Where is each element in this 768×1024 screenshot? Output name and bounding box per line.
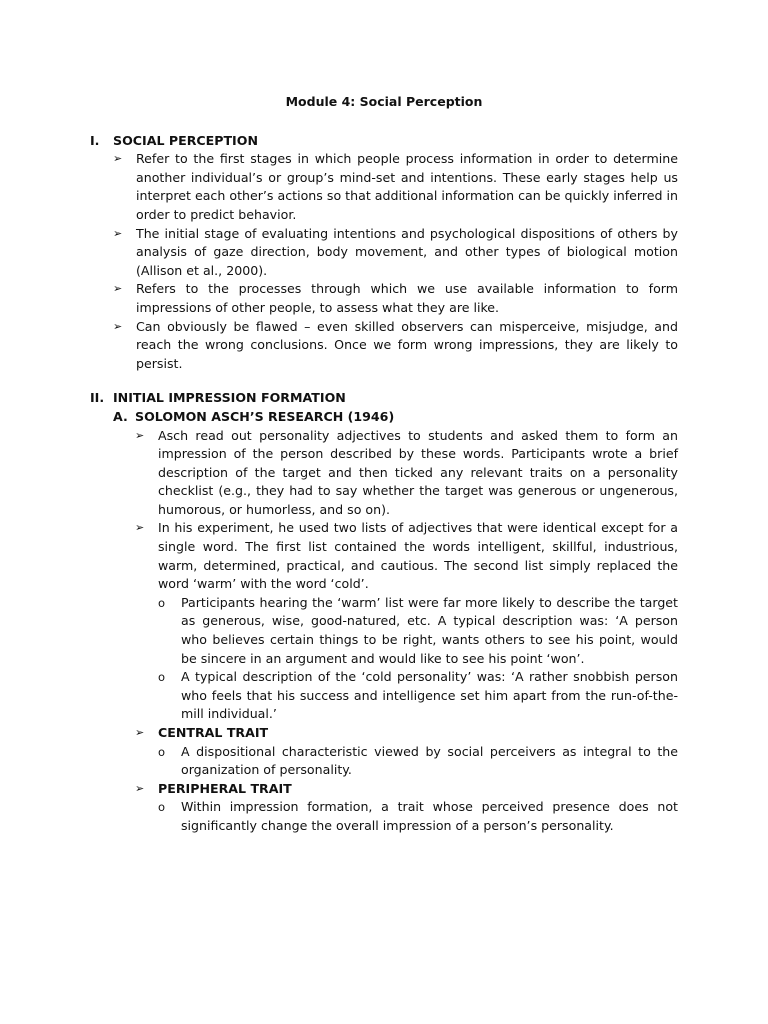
subsection-heading: [113, 408, 678, 427]
arrow-bullet-icon: ➢: [135, 521, 145, 535]
arrow-bullet-icon: ➢: [113, 282, 123, 296]
list-item-text: Asch read out personality adjectives to students and asked them to form an impression of the person described by these words. Participants wrote a brief description of the target and then ticked any relevant traits on a personality checklist (e.g., they had to say whether the target was generous or ungenerous, humorous, or humorless, and so on).: [158, 427, 678, 517]
list-item: [158, 743, 678, 780]
subsection-title: SOLOMON ASCH’S RESEARCH (1946): [135, 408, 395, 424]
bullet-list: [135, 724, 678, 743]
bullet-list: [113, 150, 678, 373]
central-trait-definition: A dispositional characteristic viewed by social perceivers as integral to the organization of personality.: [181, 743, 678, 778]
list-item: [113, 225, 678, 281]
section-social-perception: [90, 132, 678, 374]
section-title: SOCIAL PERCEPTION: [113, 132, 258, 148]
list-item-text: The initial stage of evaluating intentions and psychological dispositions of others by analysis of gaze direction, body movement, and other types of biological motion (Allison et al., 2000).: [136, 225, 678, 278]
section-title: INITIAL IMPRESSION FORMATION: [113, 390, 346, 406]
list-item: [135, 427, 678, 520]
arrow-bullet-icon: ➢: [113, 152, 123, 166]
section-heading: [90, 389, 678, 408]
list-item: [113, 150, 678, 224]
list-item: [113, 318, 678, 374]
central-trait-label: CENTRAL TRAIT: [158, 725, 269, 740]
circle-bullet-icon: o: [158, 800, 166, 815]
list-item: [135, 780, 678, 799]
arrow-bullet-icon: ➢: [135, 726, 145, 739]
list-item: [113, 280, 678, 317]
peripheral-trait-label: PERIPHERAL TRAIT: [158, 780, 292, 796]
section-initial-impression-formation: [90, 389, 678, 835]
list-item-text: Participants hearing the ‘warm’ list were far more likely to describe the target as generous, wise, good-natured, etc. A typical description was: ‘A person who believes certain things to be right, wants others to see his point, would be sincere in an argument and would like to see his point ‘won’.: [181, 594, 678, 666]
section-number: II.: [90, 390, 105, 406]
list-item: [135, 519, 678, 593]
sub-bullet-list: [158, 743, 678, 780]
subsection-letter: A.: [113, 408, 128, 424]
circle-bullet-icon: o: [158, 670, 166, 685]
list-item-text: In his experiment, he used two lists of adjectives that were identical except for a single word. The first list contained the words intelligent, skillful, industrious, warm, determined, practical, and cautious. The second list simply replaced the word ‘warm’ with the word ‘cold’.: [158, 520, 678, 592]
arrow-bullet-icon: ➢: [113, 226, 123, 240]
page-title: Module 4: Social Perception: [285, 94, 483, 109]
list-item-text: Refers to the processes through which we use available information to form impressions of other people, to assess what they are like.: [136, 281, 678, 315]
list-item: [158, 594, 678, 668]
list-item: [135, 724, 678, 743]
section-heading: [90, 132, 678, 151]
arrow-bullet-icon: ➢: [135, 781, 145, 795]
circle-bullet-icon: o: [158, 744, 166, 759]
sub-bullet-list: [158, 798, 678, 835]
circle-bullet-icon: o: [158, 595, 166, 610]
arrow-bullet-icon: ➢: [113, 319, 123, 333]
list-item-text: Refer to the first stages in which people process information in order to determine another individual’s or group’s mind-set and intentions. These early stages help us interpret each other’s actions so that additional information can be quickly inferred in order to predict behavior.: [136, 151, 678, 222]
bullet-list: [135, 780, 678, 799]
bullet-list: [135, 427, 678, 594]
section-number: I.: [90, 132, 100, 148]
list-item: [158, 668, 678, 724]
list-item-text: A typical description of the ‘cold personality’ was: ‘A rather snobbish person who feels that his success and intelligence set him apart from the run-of-the-mill individual.’: [181, 669, 678, 722]
list-item: [158, 798, 678, 835]
sub-bullet-list: [158, 594, 678, 724]
list-item-text: Can obviously be flawed – even skilled observers can misperceive, misjudge, and reach the wrong conclusions. Once we form wrong impressions, they are likely to persist.: [136, 318, 678, 371]
peripheral-trait-definition: Within impression formation, a trait whose perceived presence does not significantly change the overall impression of a person’s personality.: [181, 799, 678, 833]
arrow-bullet-icon: ➢: [135, 428, 145, 442]
